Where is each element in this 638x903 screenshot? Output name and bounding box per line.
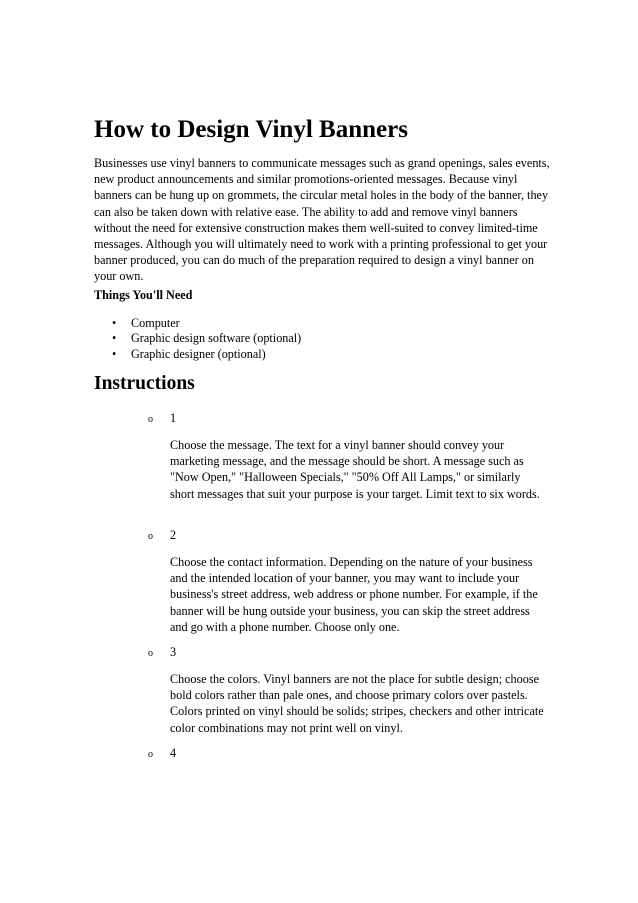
list-item-label: Graphic designer (optional) (131, 346, 266, 361)
bullet-icon: • (112, 316, 117, 330)
step-text: Choose the contact information. Depending on the nature of your business and the intended location of your banner, you may want to include your business's street address, web address or phone number. For example, if the banner will be hung outside your business, you can skip the street address and go with a phone number. Choose only one. (170, 555, 538, 634)
step-number: 4 (170, 746, 177, 760)
step-number: 3 (170, 645, 177, 659)
list-item-label: Graphic design software (optional) (131, 331, 302, 346)
article-intro: Businesses use vinyl banners to communicate messages such as grand openings, sales events, new product announcements and similar promotions-oriented messages. Because vinyl banners can be hung up on grommets, the circular metal holes in the body of the banner, they can also be taken down with relative ease. The ability to add and remove vinyl banners without the need for extensive construction makes them well-suited to convey limited-time messages. Although you will ultimately need to work with a printing professional to get your banner produced, you can do much of the preparation required to design a vinyl banner on your own. (94, 156, 550, 284)
bullet-icon: • (112, 346, 117, 361)
list-item (94, 316, 301, 331)
circle-bullet-icon: o (148, 749, 153, 760)
bullet-icon: • (112, 331, 117, 346)
step-text: Choose the colors. Vinyl banners are not the place for subtle design; choose bold colors rather than pale ones, and choose primary colors over pastels. Colors printed on vinyl should be solids; stripes, checkers and other intricate color combinations may not print well on vinyl. (170, 672, 544, 735)
circle-bullet-icon: o (148, 648, 153, 659)
step-number: 1 (170, 411, 177, 425)
step-number: 2 (170, 528, 177, 542)
step-text: Choose the message. The text for a vinyl banner should convey your marketing message, and the message should be short. A message such as "Now Open," "Halloween Specials," "50% Off All Lamps," or similarly short messages that suit your purpose is your target. Limit text to six words. (170, 438, 540, 501)
article-title: How to Design Vinyl Banners (94, 116, 408, 143)
circle-bullet-icon: o (148, 414, 153, 425)
things-needed-list (94, 316, 301, 362)
instructions-heading: Instructions (94, 373, 195, 394)
list-item (94, 331, 301, 346)
list-item (94, 347, 301, 362)
circle-bullet-icon: o (148, 531, 153, 542)
things-needed-heading: Things You'll Need (94, 288, 193, 302)
list-item-label: Computer (131, 316, 180, 330)
